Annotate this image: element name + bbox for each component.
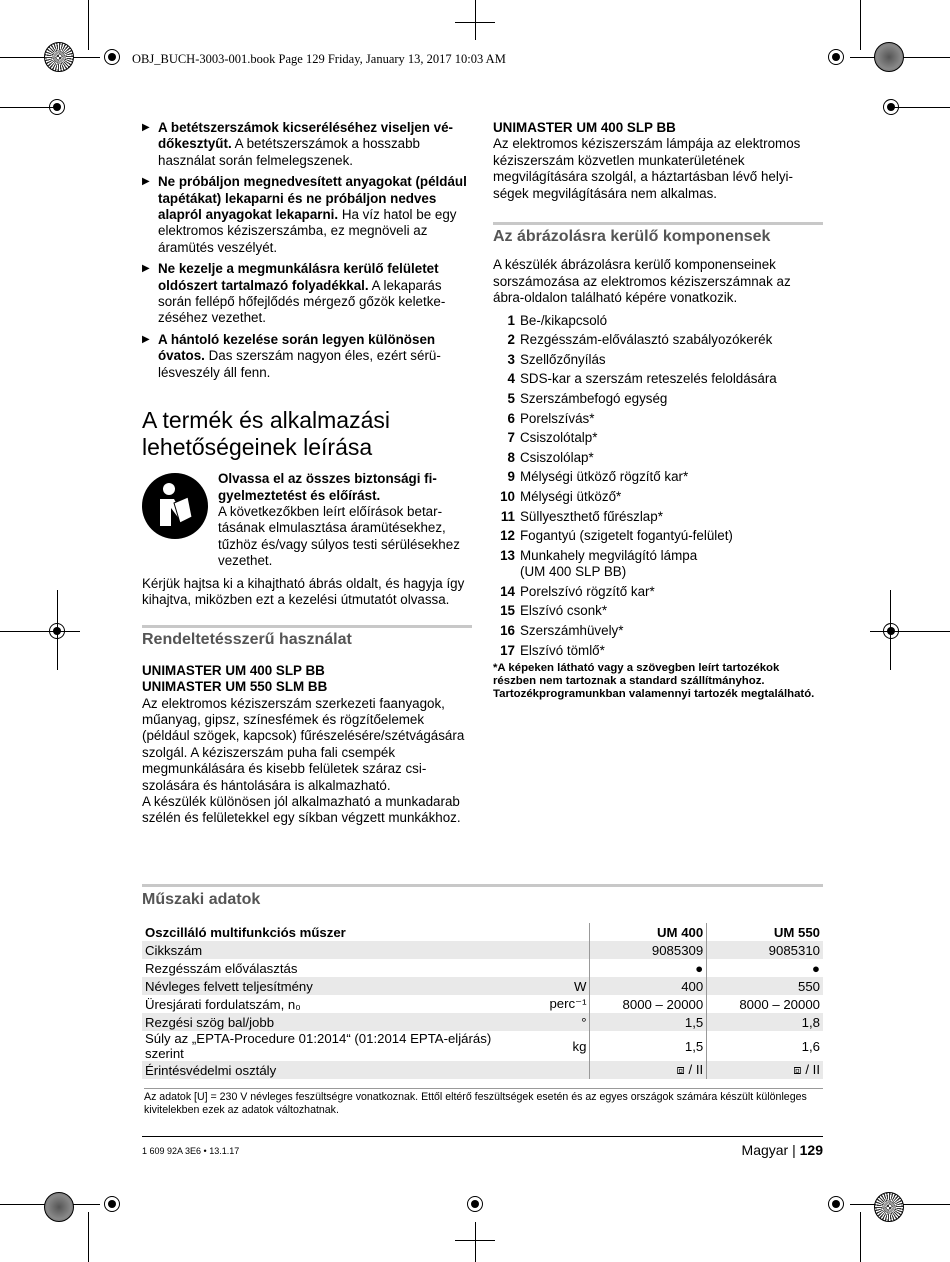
safety-bullets: [142, 120, 472, 381]
tech-unit-cell: [516, 923, 590, 941]
tech-row: [142, 1061, 823, 1079]
color-wheel-icon: [874, 1192, 904, 1222]
component-item: [493, 352, 823, 368]
safety-bullet: [142, 332, 472, 381]
component-label: Mélységi ütköző*: [520, 489, 622, 504]
tech-um400-cell: 8000 – 20000: [590, 995, 707, 1013]
component-label: Szerszámhüvely*: [520, 622, 624, 638]
tech-unit-cell: [516, 941, 590, 959]
registration-target-icon: [104, 49, 120, 65]
read-manual-icon: [142, 473, 208, 539]
safety-bullet-bold: Ne próbáljon megnedvesített anyagokat (például tapétákat) lekaparni és ne próbáljon nedves alapról anyagokat lekaparni.: [158, 174, 467, 223]
tech-table: [142, 923, 823, 1079]
footer-code: 1 609 92A 3E6 • 13.1.17: [142, 1146, 240, 1156]
component-label: Porelszívó rögzítő kar*: [520, 583, 655, 599]
tech-um400-cell: 1,5: [590, 1013, 707, 1031]
component-number: 14: [500, 583, 515, 599]
components-footnote: *A képeken látható vagy a szövegben leírt tartozékok részben nem tartoznak a standard szállítmányhoz. Tartozékprogramunkban valamennyi tartozék megtalálható.: [493, 662, 815, 701]
left-column: [142, 120, 472, 827]
intended-use-para: Az elektromos kéziszerszám szerkezeti faanyagok, műanyag, gipsz, színesfémek és rögzítőelemek (például szögek, kapcsok) fűrészelésére/szétvágására szolgál. A kéziszerszám puha fali csempék megmunkálására és kisebb felületek száraz csiszolására és hántolására is alkalmazható.: [142, 695, 465, 793]
lamp-model: UNIMASTER UM 400 SLP BB: [493, 120, 676, 135]
component-label: Elszívó tömlő*: [520, 642, 605, 658]
component-item: [493, 509, 823, 525]
read-notice-bold: Olvassa el az összes biztonsági figyelmeztetést és előírást.: [218, 471, 437, 503]
component-item: [493, 603, 823, 619]
component-number: 7: [507, 430, 515, 446]
tech-row: [142, 959, 823, 977]
tech-row: [142, 941, 823, 959]
tech-label-cell: Cikkszám: [142, 941, 516, 959]
gray-dot-icon: [44, 1192, 74, 1222]
tech-note: Az adatok [U] = 230 V névleges feszültségre vonatkoznak. Ettől eltérő feszültségek esetén és az egyes országok számára készült különleges kivitelekben ezek az adatok változhatnak.: [144, 1088, 823, 1117]
fold-out-text: Kérjük hajtsa ki a kihajtható ábrás oldalt, és hagyja így kihajtva, miközben ezt a kezelési útmutatót olvassa.: [142, 575, 465, 607]
tech-um400-cell: 1,5: [590, 1031, 707, 1061]
tech-um400-cell: UM 400: [590, 923, 707, 941]
product-title: A termék és alkalmazási lehetőségeinek leírása: [142, 407, 390, 461]
tech-um550-cell: ●: [707, 959, 823, 977]
component-label: Süllyeszthető fűrészlap*: [520, 508, 663, 524]
safety-bullet: [142, 120, 472, 169]
safety-bullet-text: A betétszerszámok a hosszabb használat során felmelegszenek.: [158, 136, 420, 168]
tech-header-row: [142, 923, 823, 941]
model-name: UNIMASTER UM 550 SLM BB: [142, 679, 328, 695]
lamp-text: Az elektromos kéziszerszám lámpája az elektromos kéziszerszám közvetlen munkaterületének megvilágítására szolgál, a háztartásban lévő helyiségek megvilágítására nem alkalmas.: [493, 136, 801, 201]
tech-um550-cell: 8000 – 20000: [707, 995, 823, 1013]
component-label: Fogantyú (szigetelt fogantyú-felület): [520, 528, 733, 544]
component-label: SDS-kar a szerszám reteszelés feloldására: [520, 371, 777, 387]
tech-label-cell: Súly az „EPTA-Procedure 01:2014“ (01:2014 EPTA-eljárás) szerint: [145, 1031, 492, 1061]
component-label: Porelszívás*: [520, 410, 595, 426]
tech-um400-cell: 9085309: [590, 941, 707, 959]
component-label: Mélységi ütköző rögzítő kar*: [520, 469, 689, 485]
registration-target-icon: [828, 49, 844, 65]
component-label: Csiszolólap*: [520, 449, 594, 465]
component-item: [493, 623, 823, 639]
registration-target-icon: [104, 1196, 120, 1212]
safety-bullet-text: A lekaparás során fellépő hőfejlődés mérgező gőzök keletkezéséhez vezethet.: [158, 277, 446, 326]
components-heading: Az ábrázolásra kerülő komponensek: [493, 222, 823, 245]
component-item: [493, 313, 823, 329]
right-column: [493, 120, 823, 701]
tech-label-cell: Rezgésszám előválasztás: [145, 960, 298, 976]
safety-bullet-bold: Ne kezelje a megmunkálásra kerülő felületet oldószert tartalmazó folyadékkal.: [158, 261, 439, 293]
tech-unit-cell: W: [516, 977, 590, 995]
safety-bullet-bold: A betétszerszámok kicseréléséhez viseljen védőkesztyűt.: [158, 120, 454, 152]
component-number: 6: [507, 410, 515, 426]
safety-bullet: [142, 261, 472, 327]
component-item: [493, 528, 823, 544]
tech-label-cell: Érintésvédelmi osztály: [142, 1061, 516, 1079]
component-item: [493, 411, 823, 427]
tech-row: [142, 995, 823, 1013]
tech-unit-cell: °: [516, 1013, 590, 1031]
footer-rule: [142, 1136, 823, 1137]
tech-row: [142, 977, 823, 995]
tech-row: [142, 1013, 823, 1031]
component-number: 1: [507, 312, 515, 328]
registration-target-icon: [828, 1196, 844, 1212]
registration-target-icon: [883, 99, 899, 115]
component-item: [493, 643, 823, 659]
read-notice: [142, 471, 472, 569]
model-list: [142, 663, 472, 696]
book-header: OBJ_BUCH-3003-001.book Page 129 Friday, January 13, 2017 10:03 AM: [132, 52, 506, 66]
component-number: 11: [500, 508, 515, 524]
tech-unit-cell: [516, 1061, 590, 1079]
tech-um550-cell: 550: [707, 977, 823, 995]
registration-target-icon: [49, 623, 65, 639]
component-label: Elszívó csonk*: [520, 603, 608, 619]
tech-unit-cell: perc⁻¹: [549, 996, 587, 1011]
tech-um400-cell: 400: [590, 977, 707, 995]
gray-dot-icon: [874, 42, 904, 72]
model-name: UNIMASTER UM 400 SLP BB: [142, 662, 325, 678]
component-item: [493, 391, 823, 407]
footer-language: Magyar: [741, 1142, 789, 1158]
tech-label-cell: Oszcilláló multifunkciós műszer: [145, 924, 346, 940]
component-label: Munkahely megvilágító lámpa (UM 400 SLP BB): [520, 547, 698, 580]
tech-unit-cell: [516, 959, 590, 977]
page-number: 129: [799, 1142, 823, 1158]
safety-bullet-bold: A hántoló kezelése során legyen különösen óvatos.: [158, 331, 436, 364]
component-item: [493, 548, 823, 581]
safety-bullet-text: Das szerszám nagyon éles, ezért sérülésveszély áll fenn.: [158, 348, 441, 380]
footer-separator: |: [792, 1142, 800, 1158]
safety-bullet-text: Ha víz hatol be egy elektromos kéziszerszámba, ez megnöveli az áramütés veszélyét.: [158, 207, 457, 255]
component-number: 15: [500, 603, 515, 619]
components-intro: A készülék ábrázolásra kerülő komponenseinek sorszámozása az elektromos kéziszerszámnak az ábra-oldalon található képére vonatkozik.: [493, 257, 791, 306]
tech-um550-cell: UM 550: [707, 923, 823, 941]
component-item: [493, 489, 823, 505]
components-list: [493, 313, 823, 659]
tech-um400-cell: ⧈ / II: [590, 1061, 707, 1079]
tech-label-cell: Névleges felvett teljesítmény: [142, 977, 516, 995]
tech-um550-cell: 1,8: [707, 1013, 823, 1031]
tech-um400-cell: ●: [590, 959, 707, 977]
tech-um550-cell: 9085310: [707, 941, 823, 959]
tech-unit-cell: kg: [572, 1038, 587, 1054]
intended-use-para: A készülék különösen jól alkalmazható a munkadarab szélén és felületekkel egy síkban végzett munkákhoz.: [142, 794, 461, 826]
component-number: 2: [507, 332, 515, 348]
component-number: 16: [500, 622, 515, 638]
component-item: [493, 469, 823, 485]
tech-heading: Műszaki adatok: [142, 884, 823, 909]
component-item: [493, 450, 823, 466]
component-number: 13: [500, 547, 515, 563]
read-notice-text: A következőkben leírt előírások betartásának elmulasztása áramütésekhez, tűzhöz és/vagy súlyos testi sérülésekhez vezethet.: [218, 503, 460, 569]
component-label: Rezgésszám-előválasztó szabályozókerék: [520, 332, 773, 348]
component-label: Szerszámbefogó egység: [520, 391, 668, 407]
component-label: Szellőzőnyílás: [520, 351, 606, 367]
color-wheel-icon: [44, 42, 74, 72]
component-number: 17: [500, 642, 515, 658]
component-number: 10: [500, 489, 515, 504]
safety-bullet: [142, 174, 472, 256]
component-item: [493, 584, 823, 600]
tech-um550-cell: ⧈ / II: [707, 1061, 823, 1079]
registration-target-icon: [467, 1196, 483, 1212]
tech-label-cell: Rezgési szög bal/jobb: [142, 1013, 516, 1031]
component-number: 12: [500, 528, 515, 544]
component-number: 3: [507, 351, 515, 367]
component-label: Be-/kikapcsoló: [520, 312, 608, 328]
component-number: 9: [507, 469, 515, 485]
intended-use-heading: Rendeltetésszerű használat: [142, 625, 472, 648]
component-item: [493, 371, 823, 387]
tech-label-cell: Üresjárati fordulatszám, n₀: [145, 996, 301, 1012]
component-number: 5: [507, 391, 515, 407]
footer-page: [742, 1142, 823, 1158]
registration-target-icon: [49, 99, 65, 115]
registration-target-icon: [883, 623, 899, 639]
component-item: [493, 430, 823, 446]
tech-row: [142, 1031, 823, 1061]
component-number: 4: [507, 371, 515, 387]
component-number: 8: [507, 449, 515, 465]
tech-um550-cell: 1,6: [707, 1031, 823, 1061]
component-label: Csiszolótalp*: [520, 430, 598, 446]
component-item: [493, 332, 823, 348]
